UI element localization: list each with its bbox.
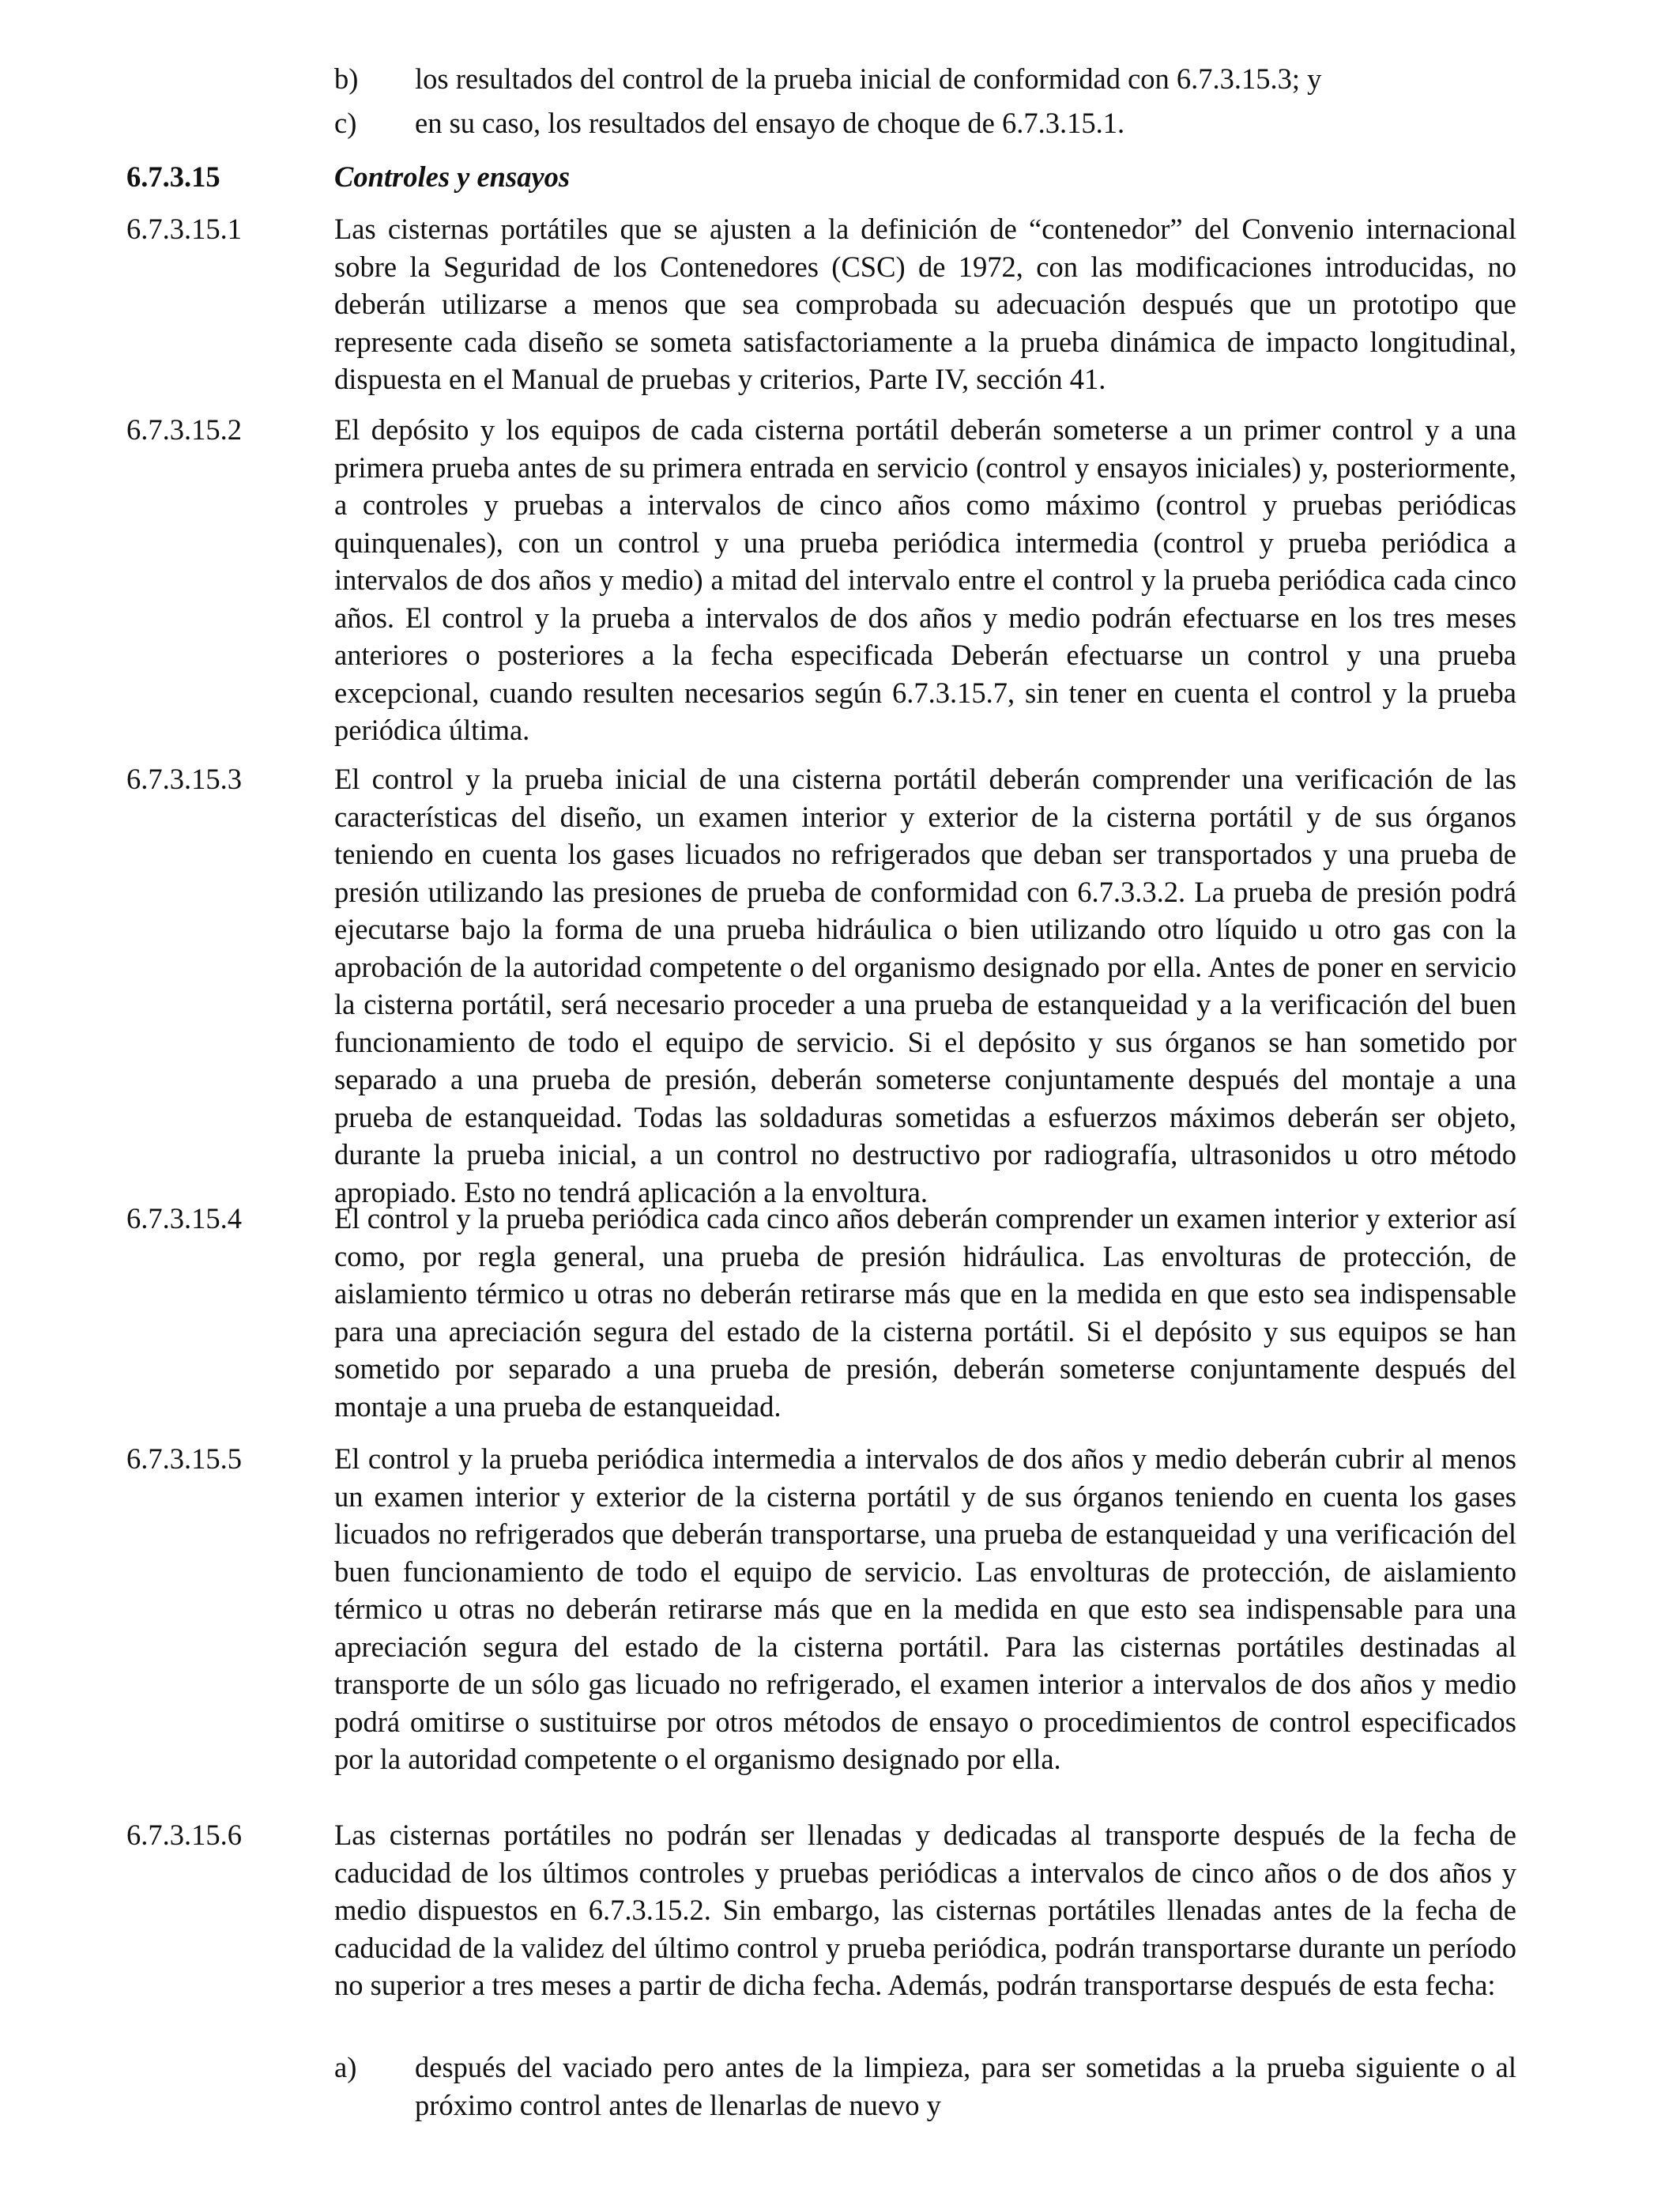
list-item-letter-b: b) bbox=[334, 62, 359, 95]
list-item-letter-c: c) bbox=[334, 107, 357, 139]
paragraph-number: 6.7.3.15.5 bbox=[126, 1442, 242, 1475]
list-item-text-b: los resultados del control de la prueba inicial de conformidad con 6.7.3.15.3; y bbox=[415, 62, 1322, 95]
paragraph-number: 6.7.3.15.1 bbox=[126, 213, 242, 245]
list-item-text-a: después del vaciado pero antes de la limpieza, para ser sometidas a la prueba siguiente o al próximo control antes de llenarlas de nuevo y bbox=[415, 2051, 1516, 2121]
list-item-letter-a: a) bbox=[334, 2051, 357, 2083]
paragraph-text: Las cisternas portátiles que se ajusten a la definición de “contenedor” del Convenio internacional sobre la Seguridad de los Contenedores (CSC) de 1972, con las modificaciones introducidas, no deberán utilizarse a menos que sea comprobada su adecuación después que un prototipo que represente cada diseño se someta satisfactoriamente a la prueba dinámica de impacto longitudinal, dispuesta en el Manual de pruebas y criterios, Parte IV, sección 41. bbox=[334, 213, 1516, 395]
paragraph-number: 6.7.3.15.3 bbox=[126, 763, 242, 795]
section-number: 6.7.3.15 bbox=[126, 160, 220, 193]
paragraph-number: 6.7.3.15.4 bbox=[126, 1202, 242, 1235]
list-item-text-c: en su caso, los resultados del ensayo de choque de 6.7.3.15.1. bbox=[415, 107, 1125, 139]
paragraph-text: El control y la prueba periódica intermedia a intervalos de dos años y medio deberán cubrir al menos un examen interior y exterior de la cisterna portátil y de sus órganos teniendo en cuenta los gases licuados no refrigerados que deberán transportarse, una prueba de estanqueidad y una verificación del buen funcionamiento de todo el equipo de servicio. Las envolturas de protección, de aislamiento térmico u otras no deberán retirarse más que en la medida en que esto sea indispensable para una apreciación segura del estado de la cisterna portátil. Para las cisternas portátiles destinadas al transporte de un sólo gas licuado no refrigerado, el examen interior a intervalos de dos años y medio podrá omitirse o sustituirse por otros métodos de ensayo o procedimientos de control especificados por la autoridad competente o el organismo designado por ella. bbox=[334, 1442, 1516, 1775]
paragraph-text: El control y la prueba periódica cada cinco años deberán comprender un examen interior y exterior así como, por regla general, una prueba de presión hidráulica. Las envolturas de protección, de aislamiento térmico u otras no deberán retirarse más que en la medida en que esto sea indispensable para una apreciación segura del estado de la cisterna portátil. Si el depósito y sus equipos se han sometido por separado a una prueba de presión, deberán someterse conjuntamente después del montaje a una prueba de estanqueidad. bbox=[334, 1202, 1516, 1423]
paragraph-text: El control y la prueba inicial de una cisterna portátil deberán comprender una verificación de las características del diseño, un examen interior y exterior de la cisterna portátil y de sus órganos teniendo en cuenta los gases licuados no refrigerados que deban ser transportados y una prueba de presión utilizando las presiones de prueba de conformidad con 6.7.3.3.2. La prueba de presión podrá ejecutarse bajo la forma de una prueba hidráulica o bien utilizando otro líquido u otro gas con la aprobación de la autoridad competente o del organismo designado por ella. Antes de poner en servicio la cisterna portátil, será necesario proceder a una prueba de estanqueidad y a la verificación del buen funcionamiento de todo el equipo de servicio. Si el depósito y sus órganos se han sometido por separado a una prueba de presión, deberán someterse conjuntamente después del montaje a una prueba de estanqueidad. Todas las soldaduras sometidas a esfuerzos máximos deberán ser objeto, durante la prueba inicial, a un control no destructivo por radiografía, ultrasonidos u otro método apropiado. Esto no tendrá aplicación a la envoltura. bbox=[334, 763, 1516, 1208]
paragraph-text: El depósito y los equipos de cada cisterna portátil deberán someterse a un primer control y a una primera prueba antes de su primera entrada en servicio (control y ensayos iniciales) y, posteriormente, a controles y pruebas a intervalos de cinco años como máximo (control y pruebas periódicas quinquenales), con un control y una prueba periódica intermedia (control y prueba periódica a intervalos de dos años y medio) a mitad del intervalo entre el control y la prueba periódica cada cinco años. El control y la prueba a intervalos de dos años y medio podrán efectuarse en los tres meses anteriores o posteriores a la fecha especificada Deberán efectuarse un control y una prueba excepcional, cuando resulten necesarios según 6.7.3.15.7, sin tener en cuenta el control y la prueba periódica última. bbox=[334, 413, 1516, 746]
section-title: Controles y ensayos bbox=[334, 160, 571, 193]
paragraph-number: 6.7.3.15.2 bbox=[126, 413, 242, 446]
paragraph-text: Las cisternas portátiles no podrán ser llenadas y dedicadas al transporte después de la fecha de caducidad de los últimos controles y pruebas periódicas a intervalos de cinco años o de dos años y medio dispuestos en 6.7.3.15.2. Sin embargo, las cisternas portátiles llenadas antes de la fecha de caducidad de la validez del último control y prueba periódica, podrán transportarse durante un período no superior a tres meses a partir de dicha fecha. Además, podrán transportarse después de esta fecha: bbox=[334, 1819, 1516, 2001]
paragraph-number: 6.7.3.15.6 bbox=[126, 1819, 242, 1851]
